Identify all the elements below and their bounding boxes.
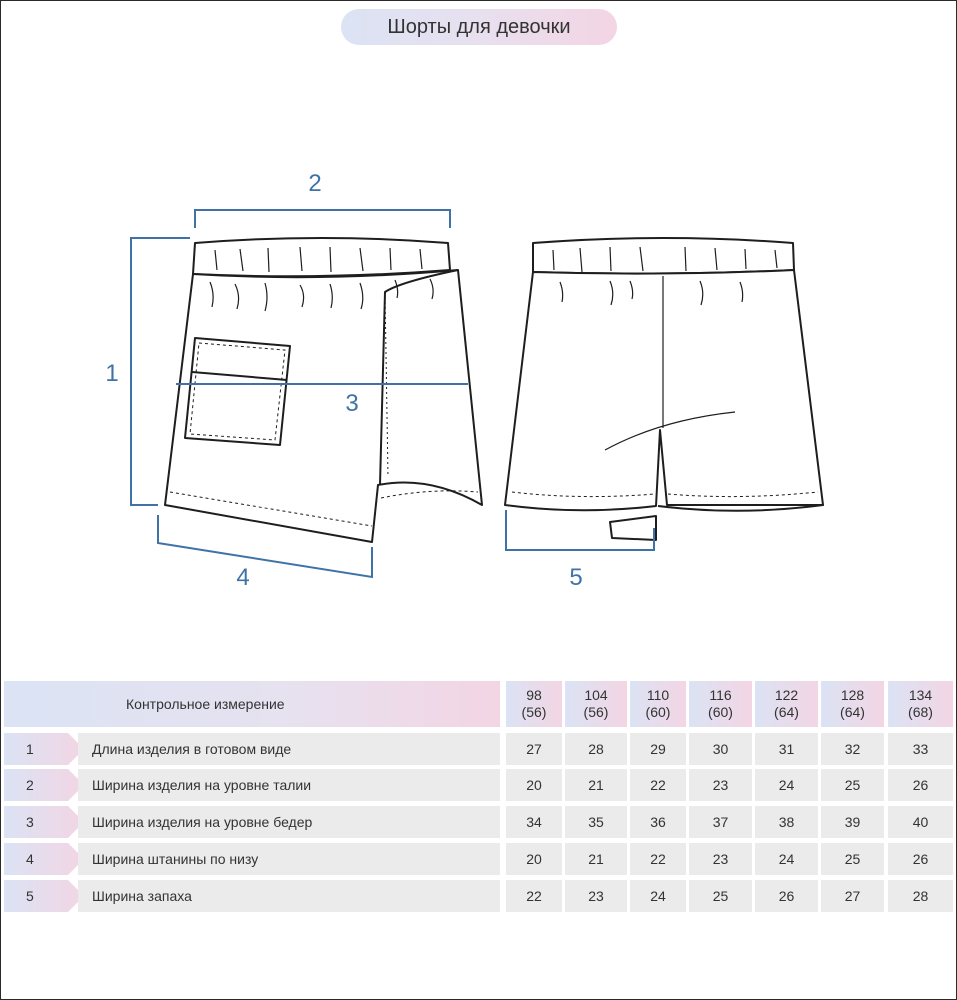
table-cell: 21 xyxy=(565,843,627,875)
size-header: 110 (60) xyxy=(630,681,686,727)
dimension-label-2: 2 xyxy=(308,170,322,197)
table-cell: 38 xyxy=(755,806,818,838)
row-number-badge: 5 xyxy=(4,880,82,912)
table-cell: 20 xyxy=(506,769,562,801)
table-cell: 28 xyxy=(888,880,953,912)
dimension-line-2 xyxy=(195,210,450,228)
size-header: 128 (64) xyxy=(821,681,884,727)
table-row-label: Ширина штанины по низу xyxy=(78,843,500,875)
table-cell: 23 xyxy=(565,880,627,912)
table-cell: 24 xyxy=(755,769,818,801)
table-row-label: Ширина изделия на уровне бедер xyxy=(78,806,500,838)
row-number-badge: 2 xyxy=(4,769,82,801)
table-cell: 36 xyxy=(630,806,686,838)
table-cell: 25 xyxy=(821,769,884,801)
table-cell: 30 xyxy=(689,733,752,765)
table-cell: 25 xyxy=(821,843,884,875)
table-cell: 24 xyxy=(630,880,686,912)
table-cell: 32 xyxy=(821,733,884,765)
row-number-badge: 1 xyxy=(4,733,82,765)
table-cell: 24 xyxy=(755,843,818,875)
table-cell: 26 xyxy=(755,880,818,912)
size-header: 116 (60) xyxy=(689,681,752,727)
table-cell: 26 xyxy=(888,843,953,875)
back-view-shorts xyxy=(505,238,823,540)
row-number-badge: 3 xyxy=(4,806,82,838)
table-cell: 26 xyxy=(888,769,953,801)
table-row-label: Ширина изделия на уровне талии xyxy=(78,769,500,801)
table-cell: 35 xyxy=(565,806,627,838)
table-cell: 31 xyxy=(755,733,818,765)
table-header-label: Контрольное измерение xyxy=(4,681,500,727)
table-cell: 21 xyxy=(565,769,627,801)
table-cell: 20 xyxy=(506,843,562,875)
dimension-label-3: 3 xyxy=(345,390,359,417)
table-cell: 23 xyxy=(689,769,752,801)
size-header: 98 (56) xyxy=(506,681,562,727)
table-cell: 28 xyxy=(565,733,627,765)
table-cell: 22 xyxy=(630,769,686,801)
table-cell: 40 xyxy=(888,806,953,838)
table-cell: 27 xyxy=(506,733,562,765)
table-cell: 23 xyxy=(689,843,752,875)
table-cell: 37 xyxy=(689,806,752,838)
table-row-label: Длина изделия в готовом виде xyxy=(78,733,500,765)
dimension-label-5: 5 xyxy=(569,564,583,591)
table-cell: 39 xyxy=(821,806,884,838)
row-number-badge: 4 xyxy=(4,843,82,875)
table-cell: 22 xyxy=(506,880,562,912)
size-header: 134 (68) xyxy=(888,681,953,727)
table-cell: 33 xyxy=(888,733,953,765)
table-cell: 34 xyxy=(506,806,562,838)
table-cell: 22 xyxy=(630,843,686,875)
table-cell: 27 xyxy=(821,880,884,912)
dimension-label-4: 4 xyxy=(236,564,250,591)
size-header: 122 (64) xyxy=(755,681,818,727)
page-title-text: Шорты для девочки xyxy=(387,15,571,38)
table-cell: 29 xyxy=(630,733,686,765)
table-cell: 25 xyxy=(689,880,752,912)
table-row-label: Ширина запаха xyxy=(78,880,500,912)
dimension-label-1: 1 xyxy=(105,360,119,387)
size-header: 104 (56) xyxy=(565,681,627,727)
front-view-shorts xyxy=(165,238,482,542)
